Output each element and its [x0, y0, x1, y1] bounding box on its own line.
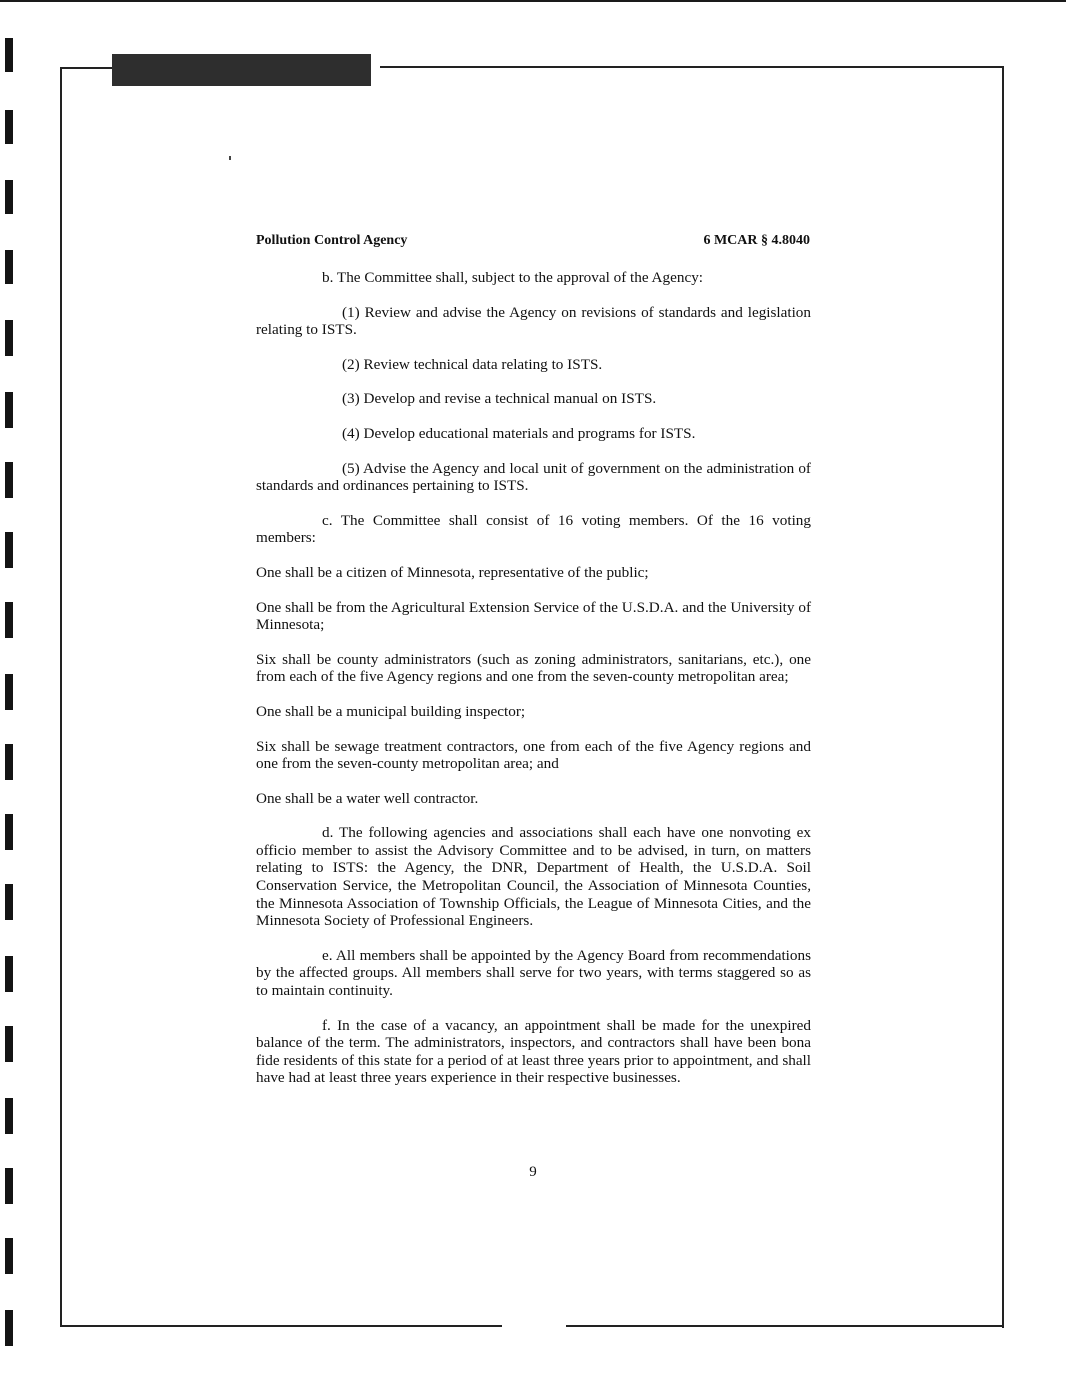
scan-speck [229, 156, 231, 160]
paragraph: (3) Develop and revise a technical manual on ISTS. [342, 390, 657, 408]
binder-hole [5, 320, 13, 356]
binder-hole [5, 1098, 13, 1134]
binder-hole [5, 532, 13, 568]
binder-hole [5, 180, 13, 214]
binder-hole [5, 250, 13, 284]
paragraph: One shall be a water well contractor. [256, 789, 479, 807]
paragraph: Six shall be county administrators (such as zoning administrators, sanitarians, etc.), one from each of the five Agency regions and one from the seven-county metropolitan area; [256, 650, 811, 686]
binder-hole [5, 110, 13, 144]
running-header-agency: Pollution Control Agency [256, 233, 408, 248]
binder-hole [5, 38, 13, 72]
paragraph: One shall be from the Agricultural Extension Service of the U.S.D.A. and the University of Minnesota; [256, 598, 811, 634]
page-frame-top-left [60, 67, 112, 69]
binder-hole [5, 814, 13, 850]
paragraph: One shall be a municipal building inspector; [256, 702, 526, 720]
scan-top-edge [0, 0, 1066, 2]
binder-hole [5, 956, 13, 992]
page-frame-left [60, 67, 62, 1327]
paragraph: Six shall be sewage treatment contractors, one from each of the five Agency regions and one from the seven-county metropolitan area; and [256, 737, 811, 773]
binder-hole [5, 884, 13, 920]
page-frame-bottom-left [60, 1325, 502, 1327]
binder-hole [5, 1238, 13, 1274]
paragraph: (1) Review and advise the Agency on revisions of standards and legislation relating to ISTS. [256, 303, 811, 339]
paragraph: (2) Review technical data relating to ISTS. [342, 355, 603, 373]
paragraph: e. All members shall be appointed by the Agency Board from recommendations by the affected groups. All members shall serve for two years, with terms staggered so as to maintain continuity. [256, 946, 811, 1000]
paragraph: (5) Advise the Agency and local unit of government on the administration of standards and ordinances pertaining to ISTS. [256, 459, 811, 495]
binder-hole [5, 1310, 13, 1346]
binder-hole [5, 744, 13, 780]
binder-hole [5, 602, 13, 638]
page-frame-right [1002, 66, 1004, 1328]
binder-hole [5, 1026, 13, 1062]
document-body [256, 269, 811, 1104]
page-frame-top-right [380, 66, 1004, 68]
paragraph: f. In the case of a vacancy, an appointment shall be made for the unexpired balance of the term. The administrators, inspectors, and contractors shall have been bona fide residents of this state for a period of at least three years prior to appointment, and shall have had at least three years experience in their respective businesses. [256, 1016, 811, 1087]
redaction-bar [112, 54, 371, 86]
binder-hole [5, 462, 13, 498]
binder-hole [5, 674, 13, 710]
paragraph: One shall be a citizen of Minnesota, representative of the public; [256, 563, 649, 581]
paragraph: d. The following agencies and associations shall each have one nonvoting ex officio member to assist the Advisory Committee and to be advised, in turn, on matters relating to ISTS: the Agency, the DNR, Department of Health, the U.S.D.A. Soil Conservation Service, the Metropolitan Council, the Association of Minnesota Counties, the Minnesota Association of Township Officials, the League of Minnesota Cities, and the Minnesota Society of Professional Engineers. [256, 824, 811, 930]
binder-hole [5, 392, 13, 428]
running-header-section: 6 MCAR § 4.8040 [703, 233, 810, 248]
page-frame-bottom-right [566, 1325, 1004, 1327]
paragraph: b. The Committee shall, subject to the approval of the Agency: [322, 269, 704, 286]
paragraph: (4) Develop educational materials and programs for ISTS. [342, 424, 696, 442]
paragraph: c. The Committee shall consist of 16 voting members. Of the 16 voting members: [256, 511, 811, 547]
page-number: 9 [529, 1164, 537, 1180]
